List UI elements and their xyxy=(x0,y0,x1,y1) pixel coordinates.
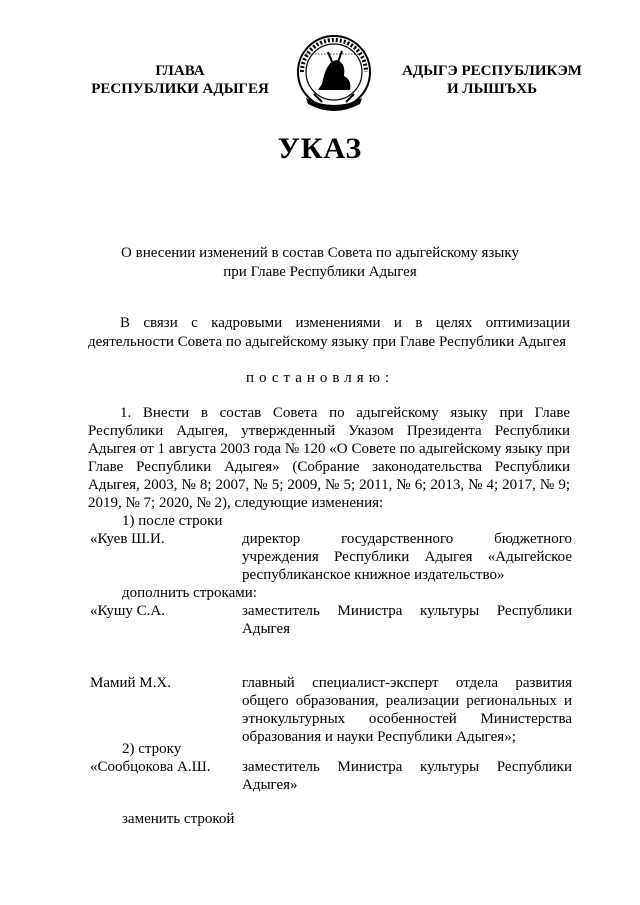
preamble-paragraph xyxy=(88,314,570,352)
replace-label: заменить строкой xyxy=(122,811,235,827)
entry-description: главный специалист-эксперт отдела развития общего образования, реализации региональных и этнокультурных особенностей Министерства образования и науки Республики Адыгея»; xyxy=(242,675,572,745)
entry-name: «Куев Ш.И. xyxy=(90,531,165,547)
entry-name: «Кушу С.А. xyxy=(90,603,166,619)
header-right-line1: АДЫГЭ РЕСПУБЛИКЭМ xyxy=(402,63,582,79)
entry-description: заместитель Министра культуры Республики Адыгея» xyxy=(242,759,572,793)
header-left-line1: ГЛАВА xyxy=(155,63,205,79)
document-title: УКАЗ xyxy=(277,132,363,165)
header-right-line2: И ЛЫШЪХЬ xyxy=(446,81,538,97)
item-1-text: 1. Внести в состав Совета по адыгейскому языку при Главе Республики Адыгея, утвержденный Указом Президента Республики Адыгея от 1 августа 2003 года № 120 «О Совете по адыгейскому языку при Главе Республики Адыгея» (Собрание законодательства Республики Адыгея, 2003, № 8; 2007, № 5; 2009, № 5; 2011, № 6; 2013, № 4; 2017, № 9; 2019, № 7; 2020, № 2), следующие изменения: xyxy=(88,405,570,511)
entry-description: директор государственного бюджетного учреждения Республики Адыгея «Адыгейское республиканское книжное издательство» xyxy=(242,531,572,583)
coat-of-arms-icon xyxy=(292,32,376,118)
decree-subject xyxy=(100,244,540,282)
entry-name: «Сообцокова А.Ш. xyxy=(90,759,211,775)
header-left-line2: РЕСПУБЛИКИ АДЫГЕЯ xyxy=(91,81,269,97)
header-right xyxy=(392,62,592,98)
entry-name: Мамий М.Х. xyxy=(90,675,171,691)
sub-item-2-label: 2) строку xyxy=(122,741,182,757)
subject-line2: при Главе Республики Адыгея xyxy=(223,264,417,280)
preamble-text: В связи с кадровыми изменениями и в целях оптимизации деятельности Совета по адыгейскому языку при Главе Республики Адыгея xyxy=(88,315,570,350)
add-lines-label: дополнить строками: xyxy=(122,585,257,601)
subject-line1: О внесении изменений в состав Совета по адыгейскому языку xyxy=(121,245,519,261)
decree-word: постановляю: xyxy=(245,370,395,386)
entry-description: заместитель Министра культуры Республики Адыгея xyxy=(242,603,572,637)
header-left xyxy=(80,62,280,98)
sub-item-1-label: 1) после строки xyxy=(122,513,223,529)
item-1-paragraph xyxy=(88,404,570,512)
